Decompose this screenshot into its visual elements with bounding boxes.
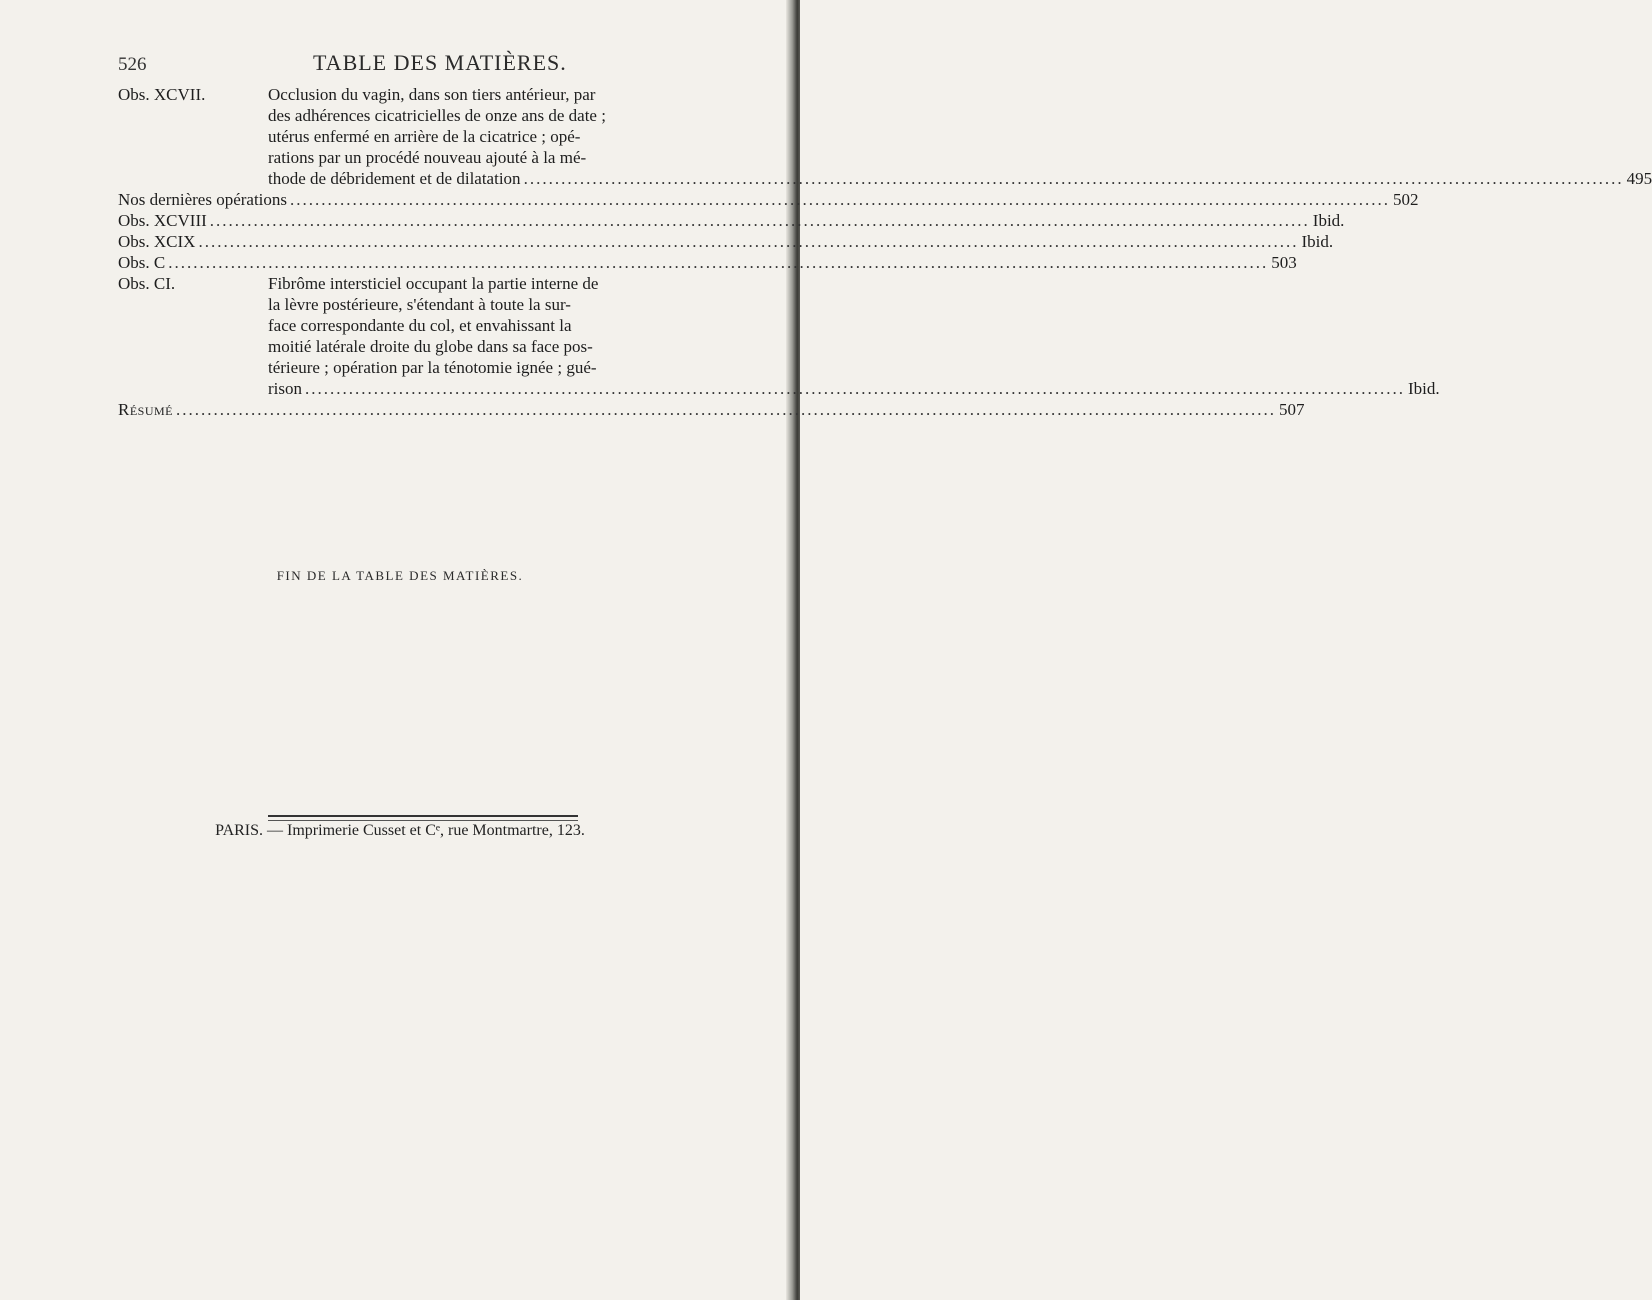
obs-label: Obs. XCVII.: [118, 85, 206, 104]
toc-entry-obs-xcvii: [118, 84, 1652, 189]
leader-line: [268, 378, 1440, 399]
description-line: Occlusion du vagin, dans son tiers antérieur, par: [268, 85, 596, 104]
description-last-line: thode de débridement et de dilatation: [268, 169, 521, 188]
description-line: face correspondante du col, et envahissant la: [268, 316, 572, 335]
page-ref: Ibid.: [1301, 232, 1334, 251]
obs-label: Obs. CI.: [118, 274, 176, 293]
description-line: moitié latérale droite du globe dans sa face pos-: [268, 337, 593, 356]
page-number: 526: [118, 54, 147, 75]
dot-leader: [210, 210, 1310, 231]
page-ref: 507: [1279, 400, 1305, 419]
obs-description: [268, 273, 1440, 399]
toc-entry-nos-dernieres-operations: [118, 189, 1419, 210]
obs-description: [268, 84, 1652, 189]
page-ref: 495: [1626, 169, 1652, 188]
entry-title: Obs. C: [118, 253, 166, 272]
toc-entry-obs-ci: [118, 273, 1440, 399]
printer-imprint: PARIS. — Imprimerie Cusset et Cᵉ, rue Montmartre, 123.: [215, 822, 585, 839]
description-line: des adhérences cicatricielles de onze ans de date ;: [268, 106, 606, 125]
dot-leader: [176, 399, 1276, 420]
description-last-line: rison: [268, 379, 302, 398]
end-of-table-note: FIN DE LA TABLE DES MATIÈRES.: [276, 568, 524, 583]
printer-rule: [268, 815, 578, 821]
toc-entry-obs-xcix: [118, 231, 1334, 252]
description-line: Fibrôme intersticiel occupant la partie interne de: [268, 274, 599, 293]
page-ref: Ibid.: [1312, 211, 1345, 230]
dot-leader: [168, 252, 1268, 273]
entry-title: Obs. XCIX: [118, 232, 196, 251]
toc-entry-resume: [118, 399, 1305, 420]
description-line: rations par un procédé nouveau ajouté à la mé-: [268, 148, 587, 167]
description-line: la lèvre postérieure, s'étendant à toute la sur-: [268, 295, 571, 314]
description-line: térieure ; opération par la ténotomie ignée ; gué-: [268, 358, 597, 377]
description-line: utérus enfermé en arrière de la cicatrice ; opé-: [268, 127, 581, 146]
entry-title: Obs. XCVIII: [118, 211, 207, 230]
toc-entry-obs-xcviii: [118, 210, 1345, 231]
dot-leader: [524, 168, 1624, 189]
entry-title: Nos dernières opérations: [118, 190, 288, 209]
entry-title: Résumé: [118, 400, 174, 419]
dot-leader: [198, 231, 1298, 252]
page-ref: 503: [1271, 253, 1297, 272]
table-of-contents: [118, 84, 1652, 420]
page-ref: 502: [1393, 190, 1419, 209]
running-title: TABLE DES MATIÈRES.: [313, 50, 567, 75]
dot-leader: [305, 378, 1405, 399]
leader-line: [268, 168, 1652, 189]
dot-leader: [290, 189, 1390, 210]
page-ref: Ibid.: [1408, 379, 1440, 398]
toc-entry-obs-c: [118, 252, 1297, 273]
